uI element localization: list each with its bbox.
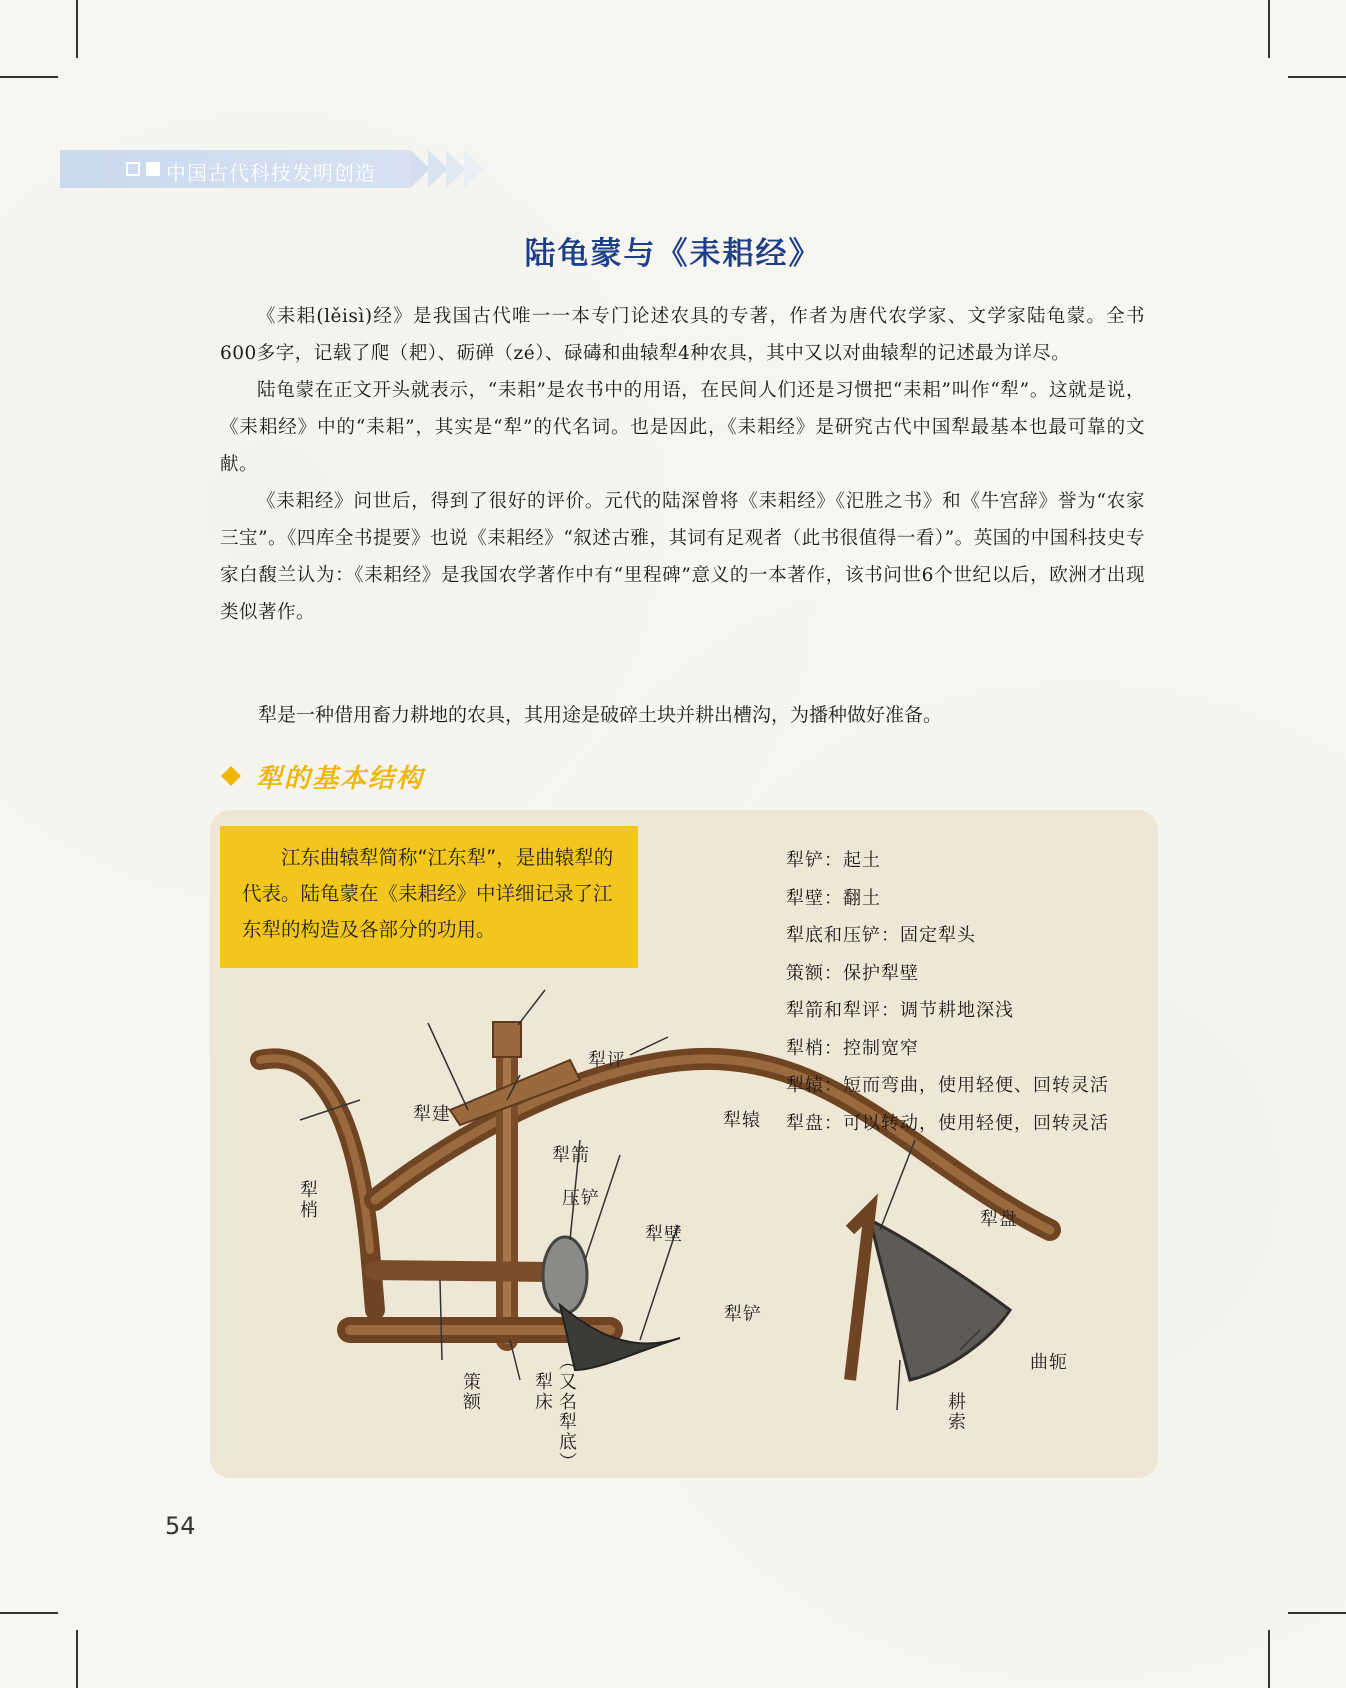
- plow-crossbar: [375, 1270, 550, 1272]
- label-quge: 曲轭: [1030, 1352, 1068, 1373]
- plow-moldboard: [543, 1237, 587, 1313]
- chevron-icon: [428, 150, 448, 188]
- label-yachan: 压铲: [562, 1188, 600, 1209]
- parts-legend: [786, 842, 1109, 1142]
- legend-item: 犁盘：可以转动，使用轻便，回转灵活: [786, 1112, 1109, 1134]
- crop-mark: [76, 0, 78, 58]
- callout-text: 江东曲辕犁简称“江东犁”，是曲辕犁的代表。陆龟蒙在《耒耜经》中详细记录了江东犁的构造及各部分的功用。: [242, 846, 614, 941]
- chevron-icon: [464, 150, 484, 188]
- chevron-icon: [410, 150, 430, 188]
- label-lichan: 犁铲: [724, 1304, 762, 1325]
- plow-pin-top: [493, 1022, 521, 1057]
- crop-mark: [0, 76, 58, 78]
- article-body: [220, 298, 1145, 631]
- running-header: [60, 150, 410, 188]
- label-cee: 策额: [460, 1372, 481, 1412]
- label-libi: 犁壁: [645, 1224, 683, 1245]
- section-heading: 犁的基本结构: [256, 764, 425, 794]
- plow-yoke-post: [850, 1210, 870, 1380]
- paragraph: 陆龟蒙在正文开头就表示，“耒耜”是农书中的用语，在民间人们还是习惯把“耒耜”叫作“犁”。这就是说，《耒耜经》中的“耒耜”，其实是“犁”的代名词。也是因此，《耒耜经》是研究古代中国犁最基本也最可靠的文献。: [220, 380, 1145, 475]
- label-liyuan: 犁辕: [723, 1110, 761, 1131]
- crop-mark: [1268, 0, 1270, 58]
- label-lijian: 犁箭: [552, 1145, 590, 1166]
- legend-item: 策额：保护犁壁: [786, 962, 919, 984]
- legend-item: 犁铲：起土: [786, 850, 881, 871]
- intro-line: 犁是一种借用畜力耕地的农具，其用途是破碎土块并耕出槽沟，为播种做好准备。: [258, 704, 943, 726]
- paragraph: 《耒耜经》问世后，得到了很好的评价。元代的陆深曾将《耒耜经》《汜胜之书》和《牛宫辞》誉为“农家三宝”。《四库全书提要》也说《耒耜经》“叙述古雅，其词有足观者（此书很值得一看）”。英国的中国科技史专家白馥兰认为：《耒耜经》是我国农学著作中有“里程碑”意义的一本著作，该书问世6个世纪以后，欧洲才出现类似著作。: [220, 491, 1145, 623]
- crop-mark: [1288, 1612, 1346, 1614]
- label-lijian-build: 犁建: [413, 1104, 451, 1125]
- plow-disk: [870, 1220, 1010, 1380]
- label-gengsuo: 耕索: [945, 1392, 966, 1432]
- label-lishao: 犁梢: [297, 1180, 318, 1220]
- crop-mark: [0, 1612, 58, 1614]
- running-title: 中国古代科技发明创造: [166, 161, 376, 185]
- crop-mark: [76, 1630, 78, 1688]
- label-lichuang-note: （又名犁底）: [556, 1352, 577, 1472]
- hollow-square-icon: [126, 162, 140, 176]
- chevron-icon: [446, 150, 466, 188]
- legend-item: 犁底和压铲：固定犁头: [786, 925, 976, 946]
- legend-item: 犁箭和犁评：调节耕地深浅: [786, 1000, 1014, 1021]
- filled-square-icon: [146, 162, 160, 176]
- article-title: 陆龟蒙与《耒耜经》: [524, 236, 822, 272]
- legend-item: 犁辕：短而弯曲，使用轻便、回转灵活: [786, 1075, 1109, 1096]
- legend-item: 犁梢：控制宽窄: [786, 1037, 919, 1059]
- legend-item: 犁壁：翻土: [786, 887, 881, 909]
- label-lipan: 犁盘: [980, 1209, 1018, 1230]
- label-liping: 犁评: [588, 1050, 626, 1071]
- callout-box: [220, 826, 638, 968]
- page-number: 54: [165, 1512, 196, 1540]
- crop-mark: [1268, 1630, 1270, 1688]
- crop-mark: [1288, 76, 1346, 78]
- label-lichuang: 犁床: [532, 1372, 553, 1412]
- paragraph: 《耒耜(lěisì)经》是我国古代唯一一本专门论述农具的专著，作者为唐代农学家、文学家陆龟蒙。全书600多字，记载了爬（耙）、砺䃅（zé）、碌碡和曲辕犁4种农具，其中又以对曲辕犁的记述最为详尽。: [220, 306, 1145, 364]
